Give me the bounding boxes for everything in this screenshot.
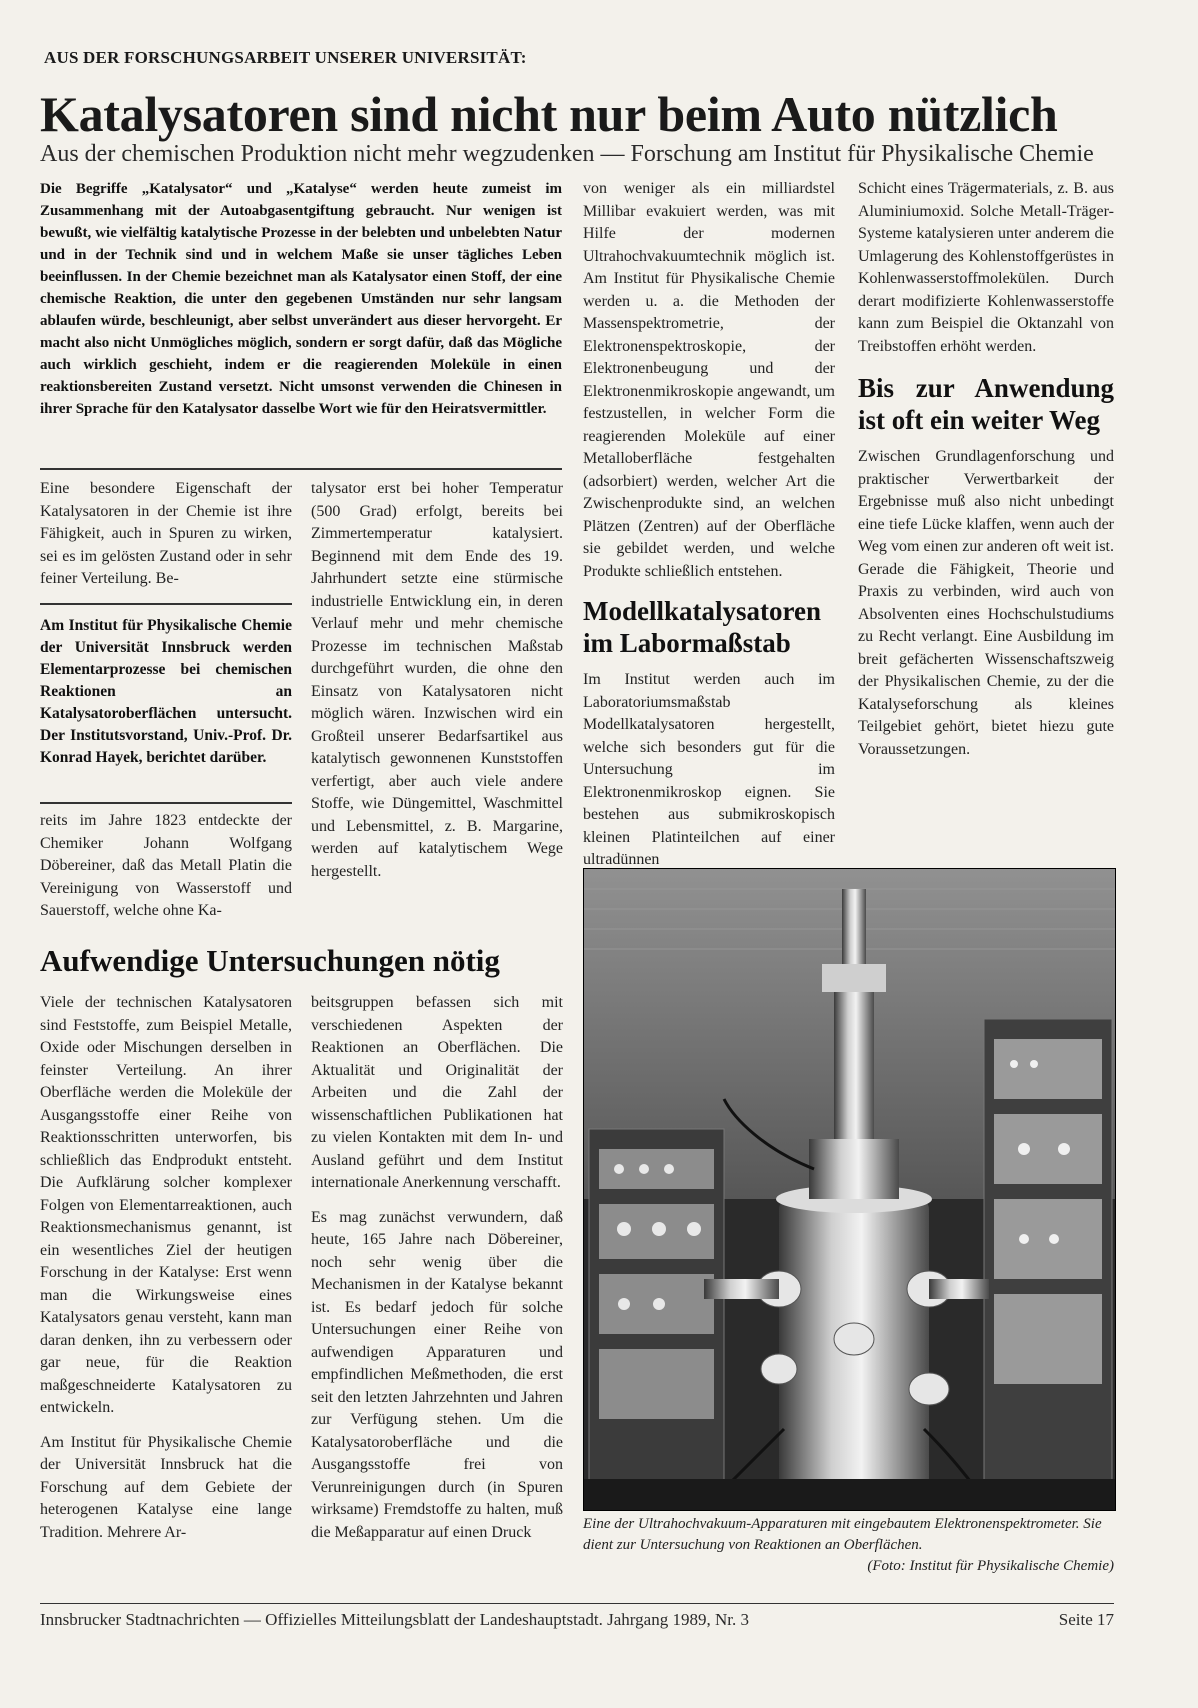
footer [40,1610,1114,1630]
column-1-bottom [40,992,292,1556]
subheadline: Aus der chemischen Produktion nicht mehr wegzudenken — Forschung am Institut für Physikalische Chemie [40,141,1094,167]
col2-aufw-paragraph-1: beitsgruppen befassen sich mit verschiedenen Aspekten der Reaktionen an Oberflächen. Die Aktualität und Originalität der Arbeiten und die Zahl der wissenschaftlichen Publikationen hat zu vielen Kontakten mit dem In- und Ausland geführt und dem Institut internationale Anerkennung verschafft. [311,994,563,1191]
kicker: AUS DER FORSCHUNGSARBEIT UNSERER UNIVERSITÄT: [44,48,527,67]
col1-paragraph: Eine besondere Eigenschaft der Katalysatoren in der Chemie ist ihre Fähigkeit, auch in Spuren zu wirken, sei es im gelösten Zustand oder in sehr feiner Verteilung. Be- [40,480,292,587]
photo-caption [583,1514,1114,1577]
lead-divider [40,468,562,470]
column-1-top [40,478,292,603]
column-4-top [858,178,1114,773]
apparatus-photo [583,868,1116,1511]
box-bottom-rule [40,802,292,804]
col4-paragraph: Schicht eines Trägermaterials, z. B. aus Aluminiumoxid. Solche Metall-Träger-Systeme katalysieren unter anderem die Umlagerung des Kohlenstoffgerüstes in Kohlenwasserstoffmolekülen. Durch derart modifizierte Kohlenwasserstoffe kann zum Beispiel die Oktanzahl von Treibstoffen erhöht werden. [858,180,1114,355]
col3-modell-paragraph: Im Institut werden auch im Laboratoriumsmaßstab Modellkatalysatoren hergestellt, welche sich besonders gut für die Untersuchung im Elektronenmikroskop eignen. Sie bestehen aus submikroskopisch kleinen Platinteilchen auf einer ultradünnen [583,671,835,868]
col1-aufw-paragraph-2: Am Institut für Physikalische Chemie der Universität Innsbruck hat die Forschung auf dem Gebiete der heterogenen Katalyse eine lange Tradition. Mehrere Ar- [40,1433,292,1541]
author-box: Am Institut für Physikalische Chemie der Universität Innsbruck werden Elementarprozesse bei chemischen Reaktionen an Katalysatoroberflächen untersucht. Der Institutsvorstand, Univ.-Prof. Dr. Konrad Hayek, berichtet darüber. [40,617,292,766]
col2-paragraph: talysator erst bei hoher Temperatur (500 Grad) erfolgt, bereits bei Zimmertemperatur katalysiert. Beginnend mit dem Ende des 19. Jahrhundert setzte eine stürmische industrielle Entwicklung ein, in deren Verlauf mehr und mehr chemische Prozesse im technischen Maßstab durchgeführt wurden, die ohne den Einsatz von Katalysatoren nicht möglich wären. Inzwischen wird ein Großteil unserer Bedarfsartikel aus katalytisch gewonnenen Kunststoffen verfertigt, aber auch viele andere Stoffe, wie Düngemittel, Waschmittel und Lebensmittel, z. B. Margarine, werden auf katalytischem Wege hergestellt. [311,480,563,880]
apparatus-illustration [584,869,1115,1510]
column-1-continued [40,810,292,935]
heading-modellkatalysatoren: Modellkatalysatoren im Labormaßstab [583,596,821,658]
col2-aufw-paragraph-2: Es mag zunächst verwundern, daß heute, 165 Jahre nach Döbereiner, noch sehr wenig über die Mechanismen in der Katalyse bekannt ist. Es bedarf jedoch für solche Untersuchungen einer Reihe von aufwendigen Apparaturen und empfindlichen Meßmethoden, die erst seit den letzten Jahrzehnten und Jahren zur Verfügung stehen. Um die Katalysatoroberfläche und die Ausgangsstoffe frei von Verunreinigungen durch (in Spuren wirksame) Fremdstoffe zu halten, muß die Meßapparatur auf einen Druck [311,1208,563,1541]
column-2-bottom [311,992,563,1556]
col1-aufw-paragraph-1: Viele der technischen Katalysatoren sind Feststoffe, zum Beispiel Metalle, Oxide oder Mischungen derselben in feinster Verteilung. An ihrer Oberfläche werden die Moleküle der Ausgangsstoffe einer Reihe von Reaktionsschritten unterworfen, bis schließlich das Endprodukt entsteht. Die Aufklärung solcher komplexer Folgen von Elementarreaktionen, auch Reaktionsmechanismus genannt, ist ein wesentliches Ziel der heutigen Forschung in der Katalyse: Erst wenn man die Wirkungsweise eines Katalysators genau versteht, kann man daran denken, ihn zu verbessern oder gar neue, für die Reaktion maßgeschneiderte Katalysatoren zu entwickeln. [40,994,292,1416]
column-2-top [311,478,563,895]
col1-paragraph-2: reits im Jahre 1823 entdeckte der Chemiker Johann Wolfgang Döbereiner, daß das Metall Platin die Vereinigung von Wasserstoff und Sauerstoff, welche ohne Ka- [40,812,292,919]
footer-publication: Innsbrucker Stadtnachrichten — Offizielles Mitteilungsblatt der Landeshauptstadt. Jahrgang 1989, Nr. 3 [40,1610,749,1629]
col4-weg-paragraph: Zwischen Grundlagenforschung und praktischer Verwertbarkeit der Ergebnisse muß also nicht unbedingt eine tiefe Lücke klaffen, wenn auch der Weg vom einen zur anderen oft weit ist. Gerade die Fähigkeit, Theorie und Praxis zu verbinden, wird auch von Absolventen eines Hochschulstudiums zu Recht verlangt. Eine Ausbildung im breit gefächerten Wissenschaftszweig der Physikalischen Chemie, zu der die Katalyseforschung als kleines Teilgebiet gehört, bietet hiezu gute Voraussetzungen. [858,448,1114,758]
photo-credit: (Foto: Institut für Physikalische Chemie) [867,1558,1114,1574]
lead-paragraph: Die Begriffe „Katalysator“ und „Katalyse“ werden heute zumeist im Zusammenhang mit der Autoabgasentgiftung gebraucht. Nur wenigen ist bewußt, wie vielfältig katalytische Prozesse in der belebten und unbelebten Natur und in der Technik sind und in welchem Maße sie unser tägliches Leben beeinflussen. In der Chemie bezeichnet man als Katalysator einen Stoff, der eine chemische Reaktion, die unter den gegebenen Umständen nur sehr langsam ablaufen würde, beschleunigt, aber selbst unverändert aus dieser hervorgeht. Er macht also nicht Unmögliches möglich, sondern er sorgt dafür, daß das Mögliche auch wirklich geschieht, indem er die reagierenden Moleküle in einen reaktionsbereiten Zustand versetzt. Nicht umsonst verwenden die Chinesen in ihrer Sprache für den Katalysator dasselbe Wort wie für den Heiratsvermittler. [40,181,562,417]
heading-aufwendige-untersuchungen: Aufwendige Untersuchungen nötig [40,943,500,978]
heading-anwendung: Bis zur Anwendung ist oft ein weiter Weg [858,373,1114,435]
page-number: Seite 17 [1058,1610,1114,1629]
col3-paragraph: von weniger als ein milliardstel Millibar evakuiert werden, was mit Hilfe der modernen Ultrahochvakuumtechnik möglich ist. Am Institut für Physikalische Chemie werden u. a. die Methoden der Massenspektrometrie, der Elektronenspektroskopie, der Elektronenbeugung und der Elektronenmikroskopie angewandt, um festzustellen, in welcher Form die reagierenden Moleküle auf einer Metalloberfläche festgehalten (adsorbiert) werden, welcher Art die Zwischenprodukte sind, an welchen Plätzen (Zentren) auf der Oberfläche sie gebildet werden, und welche Produkte schließlich entstehen. [583,180,835,580]
box-top-rule [40,603,292,605]
footer-rule [40,1603,1114,1604]
caption-text: Eine der Ultrahochvakuum-Apparaturen mit eingebautem Elektronenspektrometer. Sie dient zur Untersuchung von Reaktionen an Oberflächen. [583,1516,1102,1553]
column-3-top [583,178,835,884]
headline: Katalysatoren sind nicht nur beim Auto nützlich [40,86,1058,142]
